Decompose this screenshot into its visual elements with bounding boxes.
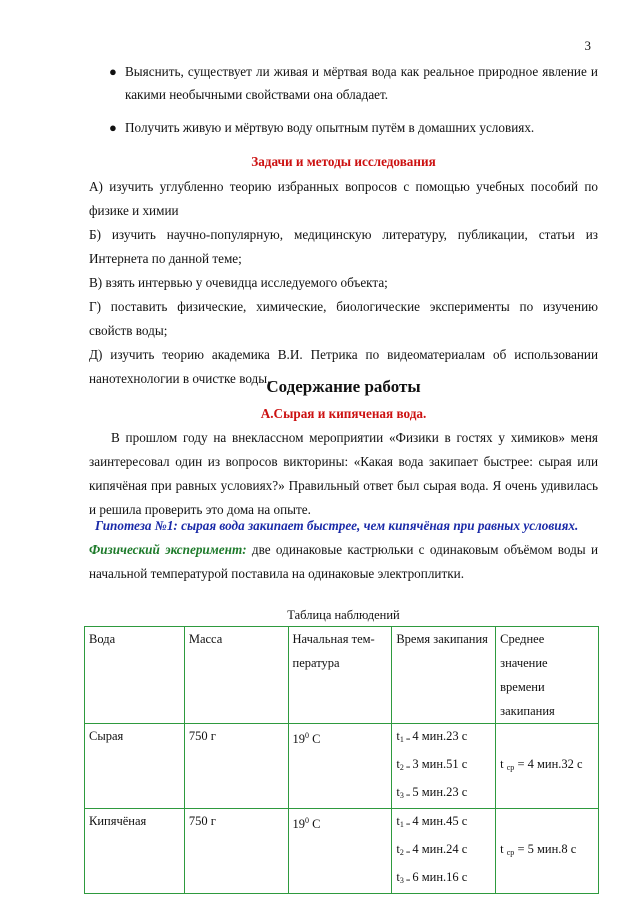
page-number: 3 (584, 38, 591, 53)
cell-temp: $19^0$ С (288, 724, 392, 809)
experiment-paragraph (89, 538, 598, 586)
table-row (85, 809, 599, 894)
cell-average: t $_{ср}$ = 5 мин.8 с (496, 809, 599, 894)
cell-temp: $19^0$ С (288, 809, 392, 894)
section-heading: А.Сырая и кипяченая вода. (260, 406, 427, 421)
list-item: ● Выяснить, существует ли живая и мёртвая вода как реальное природное явление и какими необычными свойствами она обладает. (89, 60, 598, 106)
hypothesis: Гипотеза №1: сырая вода закипает быстрее, чем кипячёная при равных условиях. (95, 518, 579, 533)
header-cell: Вода (85, 627, 185, 724)
task-item: В) взять интервью у очевидца исследуемого объекта; (89, 275, 388, 290)
task-item: Г) поставить физические, химические, биологические эксперименты по изучению свойств воды; (89, 299, 598, 338)
goals-list (89, 60, 598, 149)
cell-times: $t_1$ $_=$ 4 мин.45 с $t_2$ $_=$ 4 мин.24 с $t_3$ $_=$ 6 мин.16 с (392, 809, 496, 894)
bullet-icon: ● (109, 120, 117, 135)
content-heading: Содержание работы (266, 377, 421, 396)
experiment-label: Физический эксперимент: (89, 542, 247, 557)
cell-water: Кипячёная (85, 809, 185, 894)
observation-table (84, 626, 599, 894)
task-item: Б) изучить научно-популярную, медицинскую литературу, публикации, статьи из Интернета по данной теме; (89, 227, 598, 266)
cell-mass: 750 г (184, 809, 288, 894)
header-cell: Среднее значение времени закипания (496, 627, 599, 724)
tasks-heading: Задачи и методы исследования (251, 154, 436, 169)
table-caption: Таблица наблюдений (287, 608, 400, 622)
header-cell: Время закипания (392, 627, 496, 724)
table-header-row (85, 627, 599, 724)
cell-mass: 750 г (184, 724, 288, 809)
cell-average: t $_{ср}$ = 4 мин.32 с (496, 724, 599, 809)
bullet-icon: ● (109, 64, 117, 79)
cell-times: $t_1$ $_=$ 4 мин.23 с $t_2$ $_=$ 3 мин.51 с $t_3$ $_=$ 5 мин.23 с (392, 724, 496, 809)
cell-water: Сырая (85, 724, 185, 809)
table-row (85, 724, 599, 809)
task-item: Д) изучить теорию академика В.И. Петрика по видеоматериалам об использовании нанотехнологии в очистке воды. (89, 347, 598, 386)
header-cell: Начальная тем-пература (288, 627, 392, 724)
experiment-text: две одинаковые кастрюльки с одинаковым объёмом воды и начальной температурой поставила на одинаковые электроплитки. (89, 542, 599, 581)
task-item: А) изучить углубленно теорию избранных вопросов с помощью учебных пособий по физике и химии (89, 179, 598, 218)
tasks-list (89, 175, 598, 391)
list-item: ● Получить живую и мёртвую воду опытным путём в домашних условиях. (89, 116, 598, 139)
header-cell: Масса (184, 627, 288, 724)
intro-paragraph: В прошлом году на внеклассном мероприятии «Физики в гостях у химиков» меня заинтересовал один из вопросов викторины: «Какая вода закипает быстрее: сырая или кипячёная при равных условиях?» Правильный ответ был сырая вода. Я очень удивилась и решила проверить это дома на опыте. (89, 430, 598, 517)
